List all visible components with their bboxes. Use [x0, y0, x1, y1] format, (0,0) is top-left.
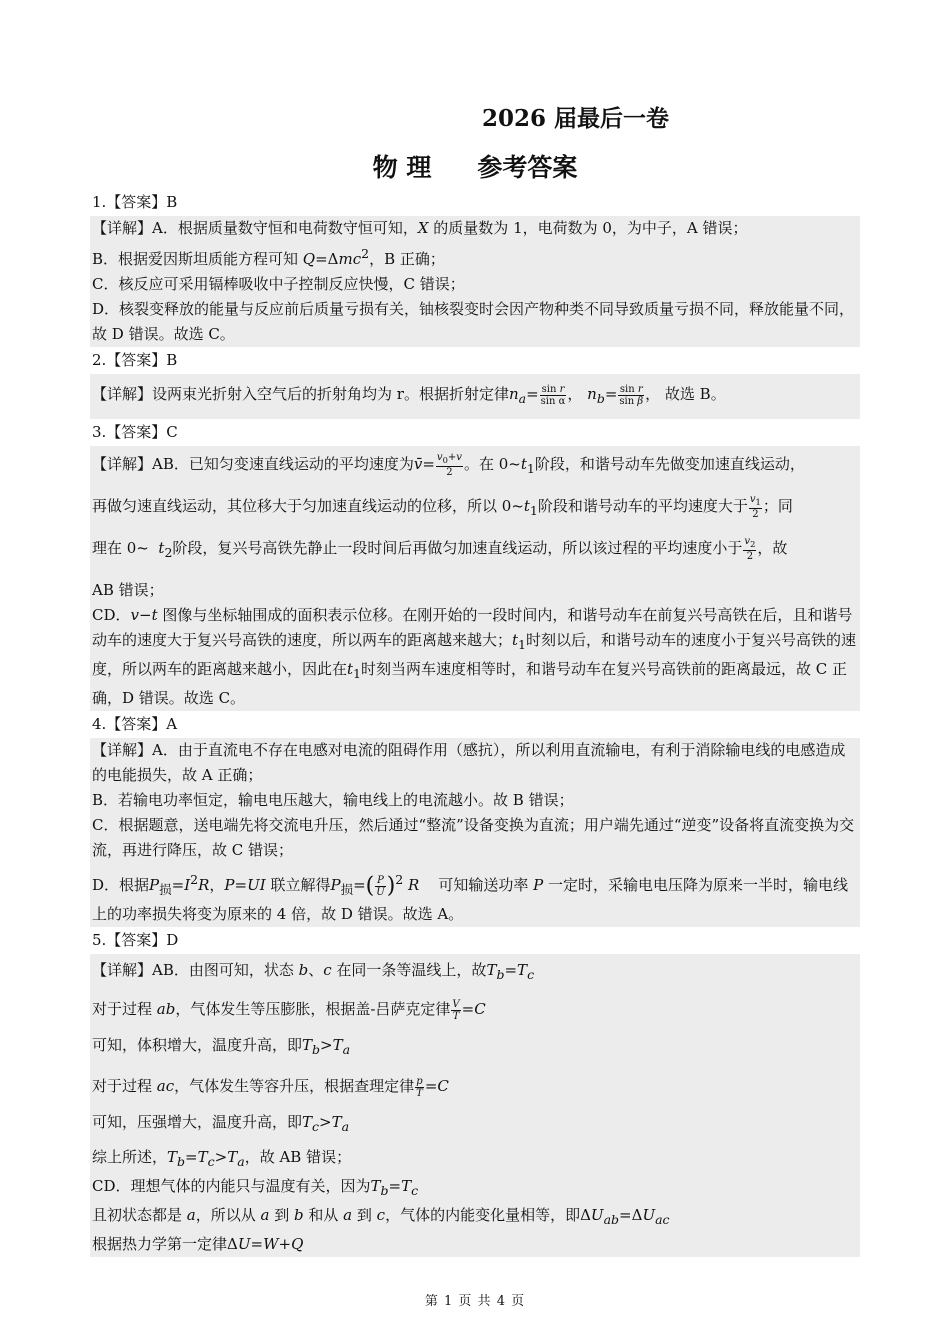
q3-line-4: AB 错误； [92, 581, 164, 599]
q5-detail [90, 954, 860, 1257]
q1-answer: 1.【答案】B [92, 193, 178, 211]
q5-line-9: 根据热力学第一定律ΔU=W+Q [92, 1235, 304, 1253]
q5-line-5: 可知，压强增大，温度升高，即$T_c>T_a$ [92, 1113, 350, 1134]
q4-detail [90, 738, 860, 927]
q2-detail: 【详解】设两束光折射入空气后的折射角均为 r。根据折射定律$n_a=$ $\frac{\text{sin r}}{\text{sin α}}$ ， $n_b=$ $\frac{\text{sin r}}{\text{sin β}}$ ， 故选 B。 [90, 374, 860, 419]
answer-content [90, 190, 860, 1258]
q4-line-b: B．若输电功率恒定，输电电压越大，输电线上的电流越小。故 B 错误； [92, 791, 574, 809]
q4-answer: 4.【答案】A [92, 715, 178, 733]
fraction-na: $\frac{\text{sin r}}{\text{sin α}}$ [540, 383, 566, 407]
q5-line-8: 且初状态都是 a，所以从 a 到 b 和从 a 到 c，气体的内能变化量相等，即$\Delta U_{ab}=\Delta U_{ac}$ [92, 1206, 670, 1227]
q4-line-d: D．根据$P_损=I^2R$，P=UI 联立解得$P_损=$( $\frac{P}{U}$ )$^2$ R 可知输送功率 P 一定时，采输电电压降为原来一半时，输电线上的功率损失将变为原来的 4 倍，故 D 错误。故选 A。 [92, 872, 849, 923]
exam-title: 2026 届最后一卷 [482, 105, 670, 132]
fraction-nb: $\frac{\text{sin r}}{\text{sin β}}$ [619, 383, 644, 407]
q5-answer: 5.【答案】D [92, 931, 179, 949]
q5-line-2: 对于过程 ab，气体发生等压膨胀，根据盖-吕萨克定律 $\frac{V}{T}$ =C [92, 998, 486, 1022]
q5-line-4: 对于过程 ac，气体发生等容升压，根据查理定律 $\frac{p}{T}$ =C [92, 1075, 449, 1099]
q4-line-a: 【详解】A．由于直流电不存在电感对电流的阻碍作用（感抗），所以利用直流输电，有利于消除输电线的电感造成的电能损失，故 A 正确； [92, 741, 846, 784]
q3-answer: 3.【答案】C [92, 423, 178, 441]
q1-detail [90, 216, 860, 347]
q1-line-a: 【详解】A．根据质量数守恒和电荷数守恒可知，X 的质量数为 1，电荷数为 0，为中子，A 错误； [92, 219, 748, 237]
q1-line-c: C．核反应可采用镉棒吸收中子控制反应快慢，C 错误； [92, 275, 465, 293]
q5-line-7: CD．理想气体的内能只与温度有关，因为$T_b=T_c$ [92, 1177, 419, 1198]
subtitle-label: 参考答案 [477, 153, 578, 182]
subject-label: 物 理 [372, 153, 432, 182]
q3-line-cd: CD．v−t 图像与坐标轴围成的面积表示位移。在刚开始的一段时间内，和谐号动车在前复兴号高铁在后，且和谐号动车的速度大于复兴号高铁的速度，所以两车的距离越来越大；$t_1$时刻以后，和谐号动车的速度小于复兴号高铁的速度，所以两车的距离越来越小，因此在$t_1$时刻当两车速度相等时，和谐号动车在复兴号高铁前的距离最远，故 C 正确，D 错误。故选 C。 [92, 606, 857, 707]
q2-answer: 2.【答案】B [92, 351, 178, 369]
q2-text: 【详解】设两束光折射入空气后的折射角均为 r。根据折射定律 [92, 385, 509, 403]
q3-line-1: 【详解】AB．已知匀变速直线运动的平均速度为v̄= $\frac{v_0+v}{2}$ 。在 $0\sim t_1$阶段，和谐号动车先做变加速直线运动， [92, 452, 805, 478]
doc-title [0, 148, 950, 184]
q5-line-1: 【详解】AB．由图可知，状态 b、c 在同一条等温线上，故$T_b=T_c$ [92, 961, 535, 982]
q3-line-3: 理在 0~ $t_2$阶段，复兴号高铁先静止一段时间后再做匀加速直线运动，所以该过程的平均速度小于 $\frac{v_2}{2}$ ，故 [92, 536, 788, 562]
q5-line-3: 可知，体积增大，温度升高，即$T_b>T_a$ [92, 1036, 351, 1057]
q4-line-c: C．根据题意，送电端先将交流电升压，然后通过“整流”设备变换为直流；用户端先通过“逆变”设备将直流变换为交流，再进行降压，故 C 错误； [92, 816, 855, 859]
q3-line-2: 再做匀速直线运动，其位移大于匀加速直线运动的位移，所以 $0\sim t_1$阶段和谐号动车的平均速度大于 $\frac{v_1}{2}$ ；同 [92, 494, 793, 520]
q3-detail [90, 446, 860, 711]
q2-conclusion: ， 故选 B。 [645, 385, 726, 403]
q5-line-6: 综上所述，$T_b=T_c>T_a$，故 AB 错误； [92, 1148, 352, 1169]
q1-line-b: B．根据爱因斯坦质能方程可知 Q=Δmc$^2$，B 正确； [92, 246, 445, 268]
q1-line-d: D．核裂变释放的能量与反应前后质量亏损有关，铀核裂变时会因产物种类不同导致质量亏损不同，释放能量不同，故 D 错误。故选 C。 [92, 300, 855, 343]
page-number: 第 1 页 共 4 页 [424, 1294, 526, 1309]
